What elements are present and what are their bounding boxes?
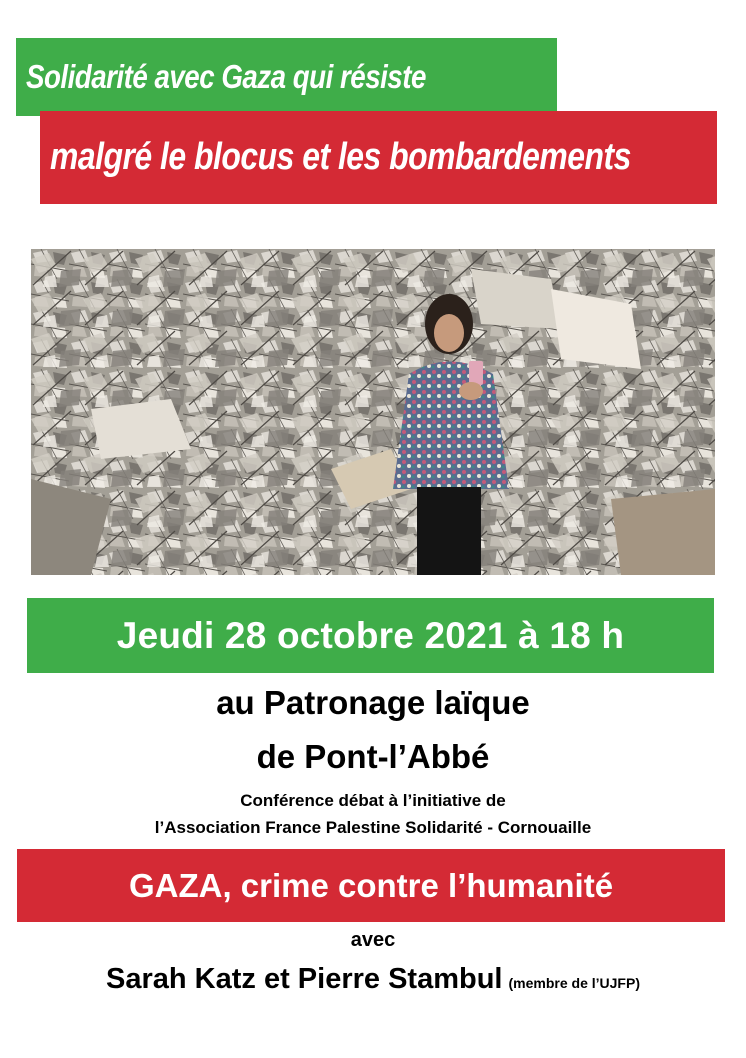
title-banner-red: [40, 111, 717, 204]
title-banner-green: [16, 38, 557, 116]
title-line-2: malgré le blocus et les bombardements: [50, 136, 631, 178]
date-banner: [27, 598, 714, 673]
topic-banner: [17, 849, 725, 922]
venue-line-2: de Pont-l’Abbé: [256, 738, 490, 775]
organizer-line-2: l’Association France Palestine Solidarité - Cornouaille: [154, 818, 592, 837]
speakers-note: (membre de l’UJFP): [508, 975, 640, 991]
speakers-names: Sarah Katz et Pierre Stambul: [106, 963, 503, 995]
with-label: avec: [350, 929, 396, 951]
title-line-1: Solidarité avec Gaza qui résiste: [26, 58, 426, 95]
venue-line-1: au Patronage laïque: [216, 684, 530, 721]
organizer-line-1: Conférence débat à l’initiative de: [240, 791, 506, 810]
event-date: Jeudi 28 octobre 2021 à 18 h: [116, 614, 625, 656]
topic-title: GAZA, crime contre l’humanité: [128, 866, 614, 904]
rubble-photo: [31, 249, 715, 575]
speakers-line: [0, 963, 746, 996]
